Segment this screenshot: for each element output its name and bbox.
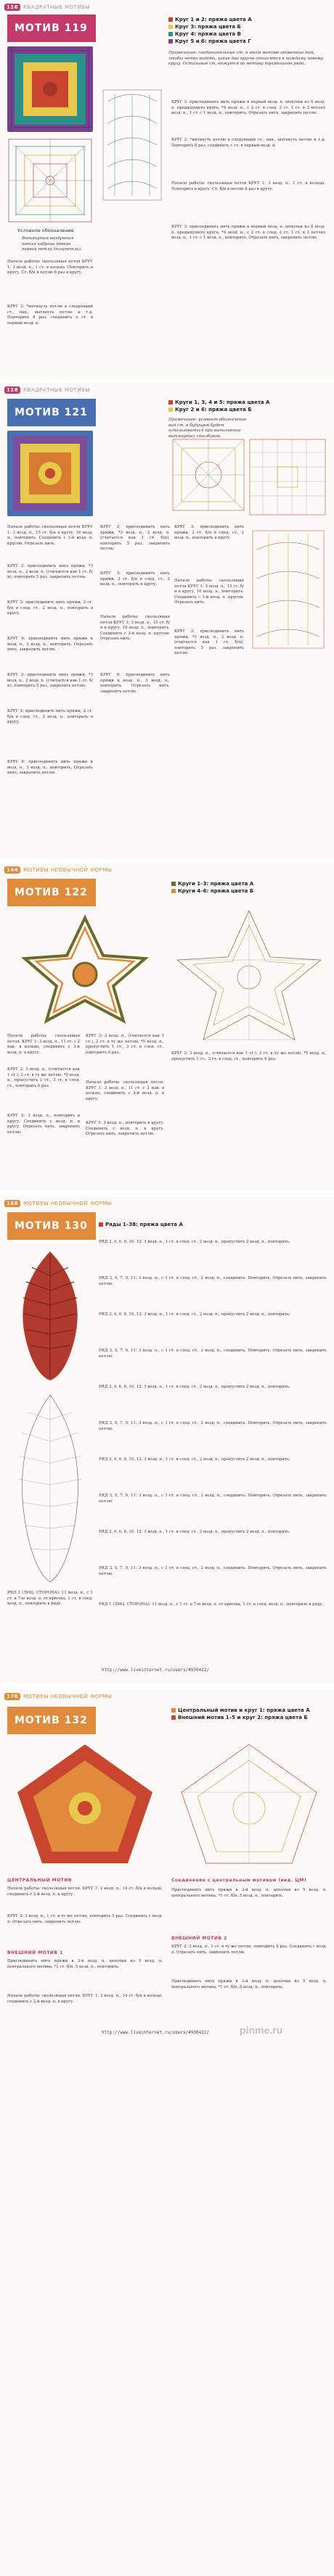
- instructions-col2: КРУГ 2: присоединить нить пряжи, *3 возд. п., 2 возд. п. (считается как 1 ст. б/н), повторить 5 раз, закрепить петлю.: [100, 525, 170, 552]
- crochet-square-image: [7, 431, 93, 516]
- motif-title: МОТИВ 130: [7, 1212, 96, 1240]
- instructions-col1e: КРУГ 2: присоединить нить пряжи, *3 возд. п., 2 возд. п. (считается как 1 ст. б/н), повторить 5 раз, закрепить петлю.: [7, 673, 93, 689]
- instructions-col1g: КРУГ 6: присоединить нить пряжи к возд. п., 3 возд. п., повторить. Отрезать нить, закрепить петлю.: [7, 760, 93, 776]
- instructions-col2c: РЯД 2, 4, 6, 8, 10, 12: 3 возд. п., 1 ст. в след. ст., 2 возд. п., пропустить 2 возд. п., повторить.: [99, 1312, 290, 1317]
- motif-title: МОТИВ 121: [7, 399, 96, 426]
- legend-caption: Условное обозначение: [17, 228, 74, 233]
- instructions-col1: Начало работы: скользящая петля КРУГ 1: 3 возд. п., 1 ст. в кольцо. Повторить в кругу. Ст. б/н в петлю 8 раз в кругу.: [7, 260, 93, 276]
- instructions-col2c: Начало работы: скользящая петля КРУГ 1: 3 возд. п., 15 ст. б/н в кругу, 16 возд. п., повторить. Соединить с 3-й возд. п. кругом. Отрезать нить.: [100, 615, 170, 642]
- motif-title: МОТИВ 119: [7, 15, 96, 42]
- instructions-col3: КРУГ 3: присоединить нить пряжи, 2 ст. б/н в след. ст., 2 возд. п., повторить в кругу.: [174, 525, 244, 541]
- crochet-leaf-image: [7, 1247, 93, 1385]
- crochet-square-image: [7, 46, 93, 132]
- instructions-center-b: КРУГ 2: 3 возд. п., 1 ст. в ту же петлю, повторить 5 раз. Соединить с возд. п. Отрезать нить, закрепить петлю.: [7, 1914, 163, 1924]
- instructions-col1f: КРУГ 3: присоединить нить пряжи, 2 ст. б/н в след. ст., 2 возд. п., повторить в кругу.: [7, 709, 93, 725]
- motif-photo: [7, 431, 93, 516]
- stitch-chart-detail: [100, 87, 164, 203]
- page-motif-119: [0, 0, 334, 380]
- instructions-col2e: РЯД 2, 4, 6, 8, 10, 12: 3 возд. п., 1 ст. в след. ст., 2 возд. п., пропустить 2 возд. п., повторить.: [99, 1385, 290, 1389]
- section-outer-motif-1: ВНЕШНИЙ МОТИВ 1: [7, 1950, 63, 1955]
- stitch-chart-detail: [248, 438, 327, 516]
- instructions-col2h: РЯД 3, 5, 7, 9, 11: 3 возд. п., с 1 ст. в след. ст., 2 возд. п., соединить. Повторить. Отрезать нить, закрепить петлю.: [99, 1494, 327, 1504]
- page-number: 116: [4, 4, 20, 11]
- instructions-more: Начало работы: скользящая петля. КРУГ 1: 2 возд. п., 14 ст. б/н в кольцо, соединить с 2-й возд. п. в кругу.: [7, 1994, 163, 2004]
- page-header: [4, 1692, 330, 1701]
- instructions-col1: Начало работы: скользящая петля. КРУГ 1: 3 возд. п., 11 ст. с 2 нак. в кольцо, соединить с 3-й возд. п. в кругу.: [7, 1034, 80, 1055]
- color-swatch: [168, 32, 173, 36]
- page-motif-121: [0, 383, 334, 858]
- stitch-chart: [171, 438, 245, 512]
- watermark-url[interactable]: http://www.liveinternet.ru/users/4930422/: [102, 2030, 210, 2035]
- page-number: 170: [4, 1693, 20, 1700]
- page-number: 144: [4, 866, 20, 874]
- subtitle-join: Соединение с центральным мотивом (вид. ЦМ): [171, 1878, 307, 1883]
- yarn-legend: [171, 880, 253, 895]
- yarn-legend: [171, 1707, 310, 1721]
- instructions-col2d: КРУГ 6: присоединить нить пряжи к возд. п., 3 возд. п., повторить. Отрезать нить, закрепить петлю.: [100, 673, 170, 694]
- motif-title: МОТИВ 122: [7, 879, 96, 906]
- legend-item: Круг 5 и 6: пряжа цвета Г: [168, 38, 252, 45]
- legend-item: Центральный мотив и круг 1: пряжа цвета А: [171, 1707, 310, 1714]
- instructions-col1c: КРУГ 5: 3 возд. п., повторить в кругу. Соединить с возд. п. в кругу. Отрезать нить, закрепить петлю.: [7, 1114, 80, 1135]
- color-swatch: [168, 400, 173, 405]
- page-number: 168: [4, 1200, 20, 1207]
- instructions-outer-1: Присоединить нить пряжи к 3-й возд. п. цепочки из 5 возд. п. центрального мотива, *1 ст. б/н, 5 возд. п., повторить.: [7, 1959, 163, 1969]
- stitch-chart: [7, 1391, 93, 1586]
- instructions-col2d: РЯД 3, 5, 7, 9, 11: 3 возд. п., с 1 ст. в след. ст., 2 возд. п., соединить. Повторить. Отрезать нить, закрепить петлю.: [99, 1349, 327, 1359]
- motif-photo: [7, 911, 163, 1027]
- page-header: [4, 386, 330, 394]
- color-swatch: [168, 25, 173, 29]
- color-swatch: [171, 882, 176, 886]
- instructions-col3c: КРУГ 2: присоединить нить пряжи, *3 возд. п., 2 возд. п. (считается как 1 ст. б/н), повторить 5 раз, закрепить петлю.: [174, 629, 244, 656]
- legend-item: Круг 1 и 2: пряжа цвета А: [168, 16, 252, 23]
- watermark-url[interactable]: http://www.liveinternet.ru/users/4930422/: [102, 1668, 210, 1673]
- instructions-col1c: КРУГ 3: присоединить нить пряжи, 2 ст. б/н в след. ст., 2 возд. п., повторить в кругу.: [7, 600, 93, 616]
- note-text: Примечание: соединительные ст. в этом мотиве отмечены так, чтобы четко видеть, какие два кругов относятся к каждому новому кругу. Остальные ст. вяжутся по мотиву трамплинов ряда.: [168, 51, 323, 66]
- note-text: Примечание: условное обозначение вид ст. в будущем будет использоваться при выполнении вытянутых столбиков.: [168, 418, 247, 439]
- instructions-col2c: КРУГ 5: 3 возд. п., повторить в кругу. Соединить с возд. п. в кругу. Отрезать нить, закрепить петлю.: [86, 1121, 164, 1137]
- watermark-site: pinme.ru: [240, 2024, 283, 2036]
- section-title: КВАДРАТНЫЕ МОТИВЫ: [23, 387, 91, 393]
- instructions-more-b: Присоединить нить пряжи к 3-й возд. п. цепочки из 5 возд. п. центрального мотива, *1 ст. б/н, 5 возд. п., повторить.: [171, 1979, 327, 1989]
- page-motif-122: [0, 863, 334, 1190]
- instructions-col2b: РЯД 3, 5, 7, 9, 11: 3 возд. п., с 1 ст. в след. ст., 2 возд. п., соединить. Повторить. Отрезать нить, закрепить петлю.: [99, 1276, 327, 1286]
- motif-photo: [7, 1247, 93, 1385]
- instructions-col1b: КРУГ 2: *вытянуть петлю в следующий ст., нак., вытянуть петлю и т.д. Повторить 8 раз, соединить с ст. в первый возд. п.: [7, 305, 93, 326]
- legend-item: Круги 1, 3, 4 и 5: пряжа цвета А: [168, 399, 269, 406]
- color-swatch: [99, 1222, 103, 1227]
- instructions-center: Начало работы: скользящая петля. КРУГ 1: 2 возд. п., 14 ст. б/н в кольцо, соединить с 2-й возд. п. в кругу.: [7, 1887, 163, 1897]
- section-title: МОТИВЫ НЕОБЫЧНОЙ ФОРМЫ: [23, 1694, 113, 1699]
- crochet-pentagon-image: [7, 1739, 163, 1869]
- color-swatch: [168, 17, 173, 22]
- instructions-col2f: РЯД 3, 5, 7, 9, 11: 3 возд. п., с 1 ст. в след. ст., 2 возд. п., соединить. Повторить. Отрезать нить, закрепить петлю.: [99, 1421, 327, 1431]
- crochet-star-image: [7, 911, 163, 1027]
- page-number: 118: [4, 386, 20, 394]
- instructions-col2b: КРУГ 3: присоединить нить пряжи, 2 ст. б/н в след. ст., 2 возд. п., повторить в кругу.: [100, 571, 170, 587]
- instructions-col2b: КРУГ 2: *вытянуть петлю в следующий ст., нак., вытянуть петлю и т.д. Повторить 8 раз, соединить с ст. в первый возд. п.: [171, 138, 325, 148]
- color-swatch: [171, 889, 176, 893]
- instructions-col2k: РЯД 1 (ЛИЦ. СТОРОНА): 11 возд. п., с 1 ст. в 7-ю возд. п. от крючка, 1 ст. в след. возд. п., повторить в ряду.: [99, 1602, 324, 1607]
- motif-photo: [7, 1739, 163, 1869]
- page-motif-132: [0, 1689, 334, 2576]
- instructions-col2d: КРУГ 3: присоединить нить пряжи в первый возд. п. цепочки из 6 возд. п. предыдущего круга, *4 возд. п., с 2 ст. в след. 2 ст. 1 ст. в 3 петлях возд. п., 1 ст. с 1 возд. п., повторить. Отрезать нить, закрепить петлю.: [171, 225, 325, 241]
- yarn-legend: [99, 1221, 183, 1228]
- stitch-chart: [171, 1739, 327, 1869]
- legend-item: Круги 1–3: пряжа цвета А: [171, 880, 253, 887]
- color-swatch: [171, 1715, 176, 1720]
- stitch-chart: [7, 138, 93, 223]
- instructions-col1b: КРУГ 2: присоединить нить пряжи, *3 возд. п., 2 возд. п. (считается как 1 ст. б/н), повторить 5 раз, закрепить петлю.: [7, 564, 93, 580]
- page-header: [4, 3, 330, 12]
- stitch-chart-extra: [250, 528, 327, 651]
- instructions-col3b: Начало работы: скользящая петля КРУГ 1: 3 возд. п., 15 ст. б/н в кругу, 16 возд. п., повторить. Соединить с 3-й возд. п. кругом. Отрезать нить.: [174, 579, 244, 605]
- legend-item: Круг 4: пряжа цвета В: [168, 30, 252, 38]
- section-outer-motif-2: ВНЕШНИЙ МОТИВ 2: [171, 1936, 227, 1941]
- legend-item: Круг 2 и 6: пряжа цвета Б: [168, 406, 269, 413]
- instructions-col1b: КРУГ 2: 3 возд. п., (считается как 1 ст.), 2 ст. в ту же петлю, *5 возд. п., пропустить 1 ст., 3 ст. в след. ст., повторить 6 раз.: [7, 1067, 80, 1088]
- page-header: [4, 866, 330, 874]
- instructions-col1: РЯД 1 (ЛИЦ. СТОРОНА): 11 возд. п., с 1 ст. в 7-ю возд. п. от крючка, 1 ст. в след. возд. п., повторить в ряду.: [7, 1591, 93, 1607]
- motif-photo: [7, 46, 93, 132]
- instructions-join: Присоединить нить пряжи к 3-й возд. п. цепочки из 5 возд. п. центрального мотива, *1 ст. б/н, 5 возд. п., повторить.: [171, 1888, 327, 1898]
- page-header: [4, 1199, 330, 1208]
- section-center-motif: ЦЕНТРАЛЬНЫЙ МОТИВ: [7, 1878, 72, 1883]
- motif-title: МОТИВ 132: [7, 1707, 96, 1734]
- legend-item: Круги 4–6: пряжа цвета Б: [171, 887, 253, 895]
- instructions-col1: Начало работы: скользящая петля КРУГ 1: 3 возд. п., 15 ст. б/н в кругу, 16 возд. п., повторить. Соединить с 3-й возд. п. кругом. Отрезать нить.: [7, 525, 93, 546]
- legend-item: Ряды 1–38: пряжа цвета А: [99, 1221, 183, 1228]
- yarn-legend: [168, 399, 269, 413]
- instructions-col2i: РЯД 2, 4, 6, 8, 10, 12: 3 возд. п., 1 ст. в след. ст., 2 возд. п., пропустить 2 возд. п., повторить.: [99, 1530, 290, 1534]
- instructions-col2j: РЯД 3, 5, 7, 9, 11: 3 возд. п., с 1 ст. в след. ст., 2 возд. п., соединить. Повторить. Отрезать нить, закрепить петлю.: [99, 1566, 327, 1576]
- instructions-col2g: РЯД 2, 4, 6, 8, 10, 12: 3 возд. п., 1 ст. в след. ст., 2 возд. п., пропустить 2 возд. п., повторить.: [99, 1457, 290, 1462]
- section-title: МОТИВЫ НЕОБЫЧНОЙ ФОРМЫ: [23, 867, 113, 873]
- instructions-col2: КРУГ 2: 3 возд. п., (считается как 1 ст.), 2 ст. в ту же петлю, *5 возд. п., пропустить 1 ст., 3 ст. в след. ст., повторить 6 раз.: [86, 1034, 164, 1055]
- legend-item: Внешний мотив 1–5 и круг 2: пряжа цвета Б: [171, 1714, 310, 1721]
- legend-item: Круг 3: пряжа цвета Б: [168, 23, 252, 30]
- legend-caption-detail: Вытянутая воздушная петля набрана поверх первой петли (полупетли).: [22, 236, 82, 252]
- instructions-col2c: Начало работы: скользящая петля КРУГ 1: 3 возд. п., 1 ст. в кольцо. Повторить в кругу. Ст. б/н в петлю 8 раз в кругу.: [171, 181, 325, 191]
- page-motif-130: [0, 1196, 334, 1683]
- section-title: КВАДРАТНЫЕ МОТИВЫ: [23, 4, 91, 10]
- stitch-chart: [171, 906, 327, 1044]
- color-swatch: [171, 1708, 176, 1712]
- color-swatch: [168, 39, 173, 44]
- instructions-col2: КРУГ 3: присоединить нить пряжи в первый возд. п. цепочки из 6 возд. п. предыдущего круга, *4 возд. п., с 2 ст. в след. 2 ст. 1 ст. в 3 петлях возд. п., 1 ст. с 1 возд. п., повторить. Отрезать нить, закрепить петлю.: [171, 100, 325, 116]
- instructions-col2: РЯД 2, 4, 6, 8, 10, 12: 3 возд. п., 1 ст. в след. ст., 2 возд. п., пропустить 2 возд. п., повторить.: [99, 1240, 290, 1244]
- instructions-col2b: Начало работы: скользящая петля. КРУГ 1: 3 возд. п., 11 ст. с 2 нак. в кольцо, соединить с 3-й возд. п. в кругу.: [86, 1080, 164, 1101]
- instructions-outer-2: КРУГ 2: 3 возд. п., 1 ст. в ту же петлю, повторить 5 раз. Соединить с возд. п. Отрезать нить, закрепить петлю.: [171, 1945, 327, 1955]
- instructions-col3: КРУГ 2: 3 возд. п., (считается как 1 ст.), 2 ст. в ту же петлю, *5 возд. п., пропустить 1 ст., 3 ст. в след. ст., повторить 6 раз.: [171, 1051, 327, 1061]
- instructions-col1d: КРУГ 6: присоединить нить пряжи к возд. п., 3 возд. п., повторить. Отрезать нить, закрепить петлю.: [7, 637, 93, 653]
- section-title: МОТИВЫ НЕОБЫЧНОЙ ФОРМЫ: [23, 1201, 113, 1206]
- yarn-legend: [168, 16, 252, 45]
- color-swatch: [168, 407, 173, 412]
